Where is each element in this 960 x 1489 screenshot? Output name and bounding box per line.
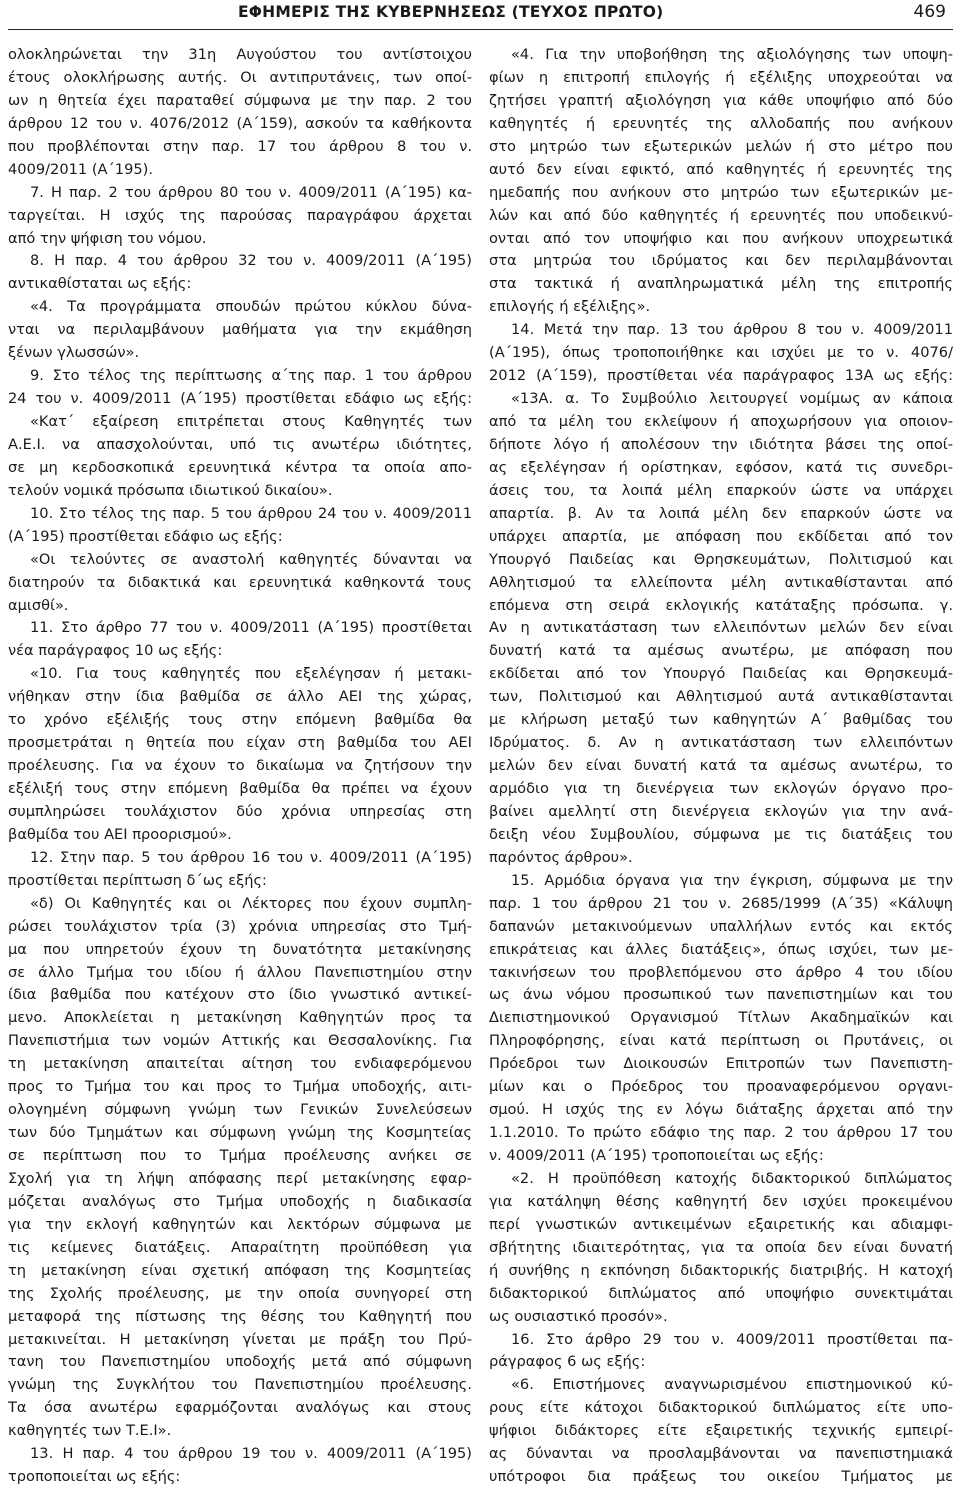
text-line: επικράτειας και άλλες διατάξεις», όπως ισχύει, των με- <box>489 940 953 958</box>
text-line: φίων η επιτροπή επιλογής ή εξέλιξης υποχρεούται να <box>489 68 953 86</box>
text-line: «Κατ΄ εξαίρεση επιτρέπεται στους Καθηγητές των <box>30 413 472 430</box>
text-line: άρθρου 12 του ν. 4076/2012 (Α΄159), ασκούν τα καθήκοντα <box>8 114 472 132</box>
text-line: αμισθί». <box>8 596 69 614</box>
text-line: Διεπιστημονικού Οργανισμού Τίτλων Ακαδημαϊκών και <box>489 1009 953 1027</box>
text-line: ν. 4009/2011 (Α΄195) τροποποιείται ως εξής: <box>489 1147 824 1164</box>
text-line: «6. Επιστήμονες αναγνωρισμένου επιστημονικού κύ- <box>511 1376 953 1394</box>
text-line: άσεις του, τα λοιπά μέλη επαρκούν ώστε να υπάρχει <box>489 481 953 499</box>
text-line: τακινήσεων του προβλεπόμενου στο άρθρο 4 του ιδίου <box>489 963 953 981</box>
text-line: Πληροφόρησης, είναι κατά περίπτωση οι Πρυτάνεις, οι <box>489 1032 953 1050</box>
text-line: εκδίδεται από τον Υπουργό Παιδείας και Θρησκευμά- <box>489 665 953 683</box>
text-line: 9. Στο τέλος της περίπτωσης α΄της παρ. 1 του άρθρου <box>30 367 472 385</box>
text-line: ψήφιοι διδάκτορες είτε εξαιρετικής τεχνικής εμπειρί- <box>489 1422 953 1440</box>
text-line: 13. Η παρ. 4 του άρθρου 19 του ν. 4009/2011 (Α΄195) <box>30 1445 472 1463</box>
text-line: ξένων γλωσσών». <box>8 344 140 362</box>
text-line: ρους είτε κάτοχοι διδακτορικού διπλώματος είτε υπο- <box>489 1399 953 1417</box>
text-line: Υπουργό Παιδείας και Θρησκευμάτων, Πολιτισμού και <box>489 550 953 568</box>
text-line: δυνατή κατά τα αμέσως ανωτέρω, με απόφαση που <box>489 642 953 660</box>
text-line: προσμετράται η θητεία που είχαν στη βαθμίδα του ΑΕΙ <box>8 734 472 752</box>
text-line: 1.1.2010. Το πρώτο εδάφιο της παρ. 2 του άρθρου 17 του <box>489 1124 953 1142</box>
text-line: Α.Ε.Ι. να απασχολούνται, υπό τις ανωτέρω ιδιότητες, <box>8 435 472 453</box>
text-line: 15. Αρμόδια όργανα για την έγκριση, σύμφωνα με την <box>511 871 953 889</box>
text-line: ρώσει τουλάχιστον τρία (3) χρόνια υπηρεσίας στο Τμή- <box>8 917 472 935</box>
header-divider <box>8 29 953 30</box>
text-line: «4. Τα προγράμματα σπουδών πρώτου κύκλου δύνα- <box>30 298 472 316</box>
text-line: «10. Για τους καθηγητές που εξελέγησαν ή μετακι- <box>30 665 472 683</box>
text-line: νται να περιλαμβάνουν μαθήματα για την εκμάθηση <box>8 321 472 339</box>
text-line: Πανεπιστήμια των νομών Αττικής και Θεσσαλονίκης. Για <box>8 1032 472 1050</box>
text-line: λών και από δύο καθηγητές ή ερευνητές που υποδεικνύ- <box>489 206 953 224</box>
text-line: 16. Στο άρθρο 29 του ν. 4009/2011 προστίθεται πα- <box>511 1330 953 1348</box>
text-line: «13Α. α. Το Συμβούλιο λειτουργεί νομίμως αν κάποια <box>511 390 953 408</box>
text-line: μίων και ο Πρόεδρος του προαναφερόμενου οργανι- <box>489 1078 953 1096</box>
text-line: σε περίπτωση που το Τμήμα προέλευσης ανήκει σε <box>8 1147 472 1164</box>
text-line: μελών δεν είναι δυνατή κατά τα αμέσως ανωτέρω, το <box>489 757 953 775</box>
text-line: προστίθεται περίπτωση δ΄ως εξής: <box>8 871 267 889</box>
text-line: για κατάληψη θέσης καθηγητή δεν ισχύει προκειμένου <box>489 1192 953 1210</box>
text-line: διατηρούν τα διδακτικά και ερευνητικά καθηκοντά τους <box>8 573 472 591</box>
text-line: ταργείται. Η ισχύς της παρούσας παραγράφου άρχεται <box>8 206 472 224</box>
text-line: επόμενα στη σειρά εκλογικής κατάταξης πρόσωπα. γ. <box>489 596 953 614</box>
text-line: δαπανών μετακινούμενων υπαλλήλων εντός και εκτός <box>489 917 953 935</box>
text-line: 24 του ν. 4009/2011 (Α΄195) προστίθεται εδάφιο ως εξής: <box>8 390 472 408</box>
text-line: 8. Η παρ. 4 του άρθρου 32 του ν. 4009/2011 (Α΄195) <box>30 252 472 270</box>
text-line: Αθλητισμού τα ελλείποντα μέλη αντικαθίστανται από <box>489 573 953 591</box>
text-line: ως άνω νόμου προσωπικού των πανεπιστημίων και του <box>489 986 953 1004</box>
text-line: 7. Η παρ. 2 του άρθρου 80 του ν. 4009/2011 (Α΄195) κα- <box>30 183 472 201</box>
text-line: Αν η αντικατάσταση των ελλειπόντων μελών δεν είναι <box>489 619 953 637</box>
text-line: τροποποιείται ως εξής: <box>8 1468 181 1486</box>
page-header <box>0 0 960 30</box>
text-line: 10. Στο τέλος της παρ. 5 του άρθρου 24 του ν. 4009/2011 <box>30 504 472 522</box>
text-line: νέα παράγραφος 10 ως εξής: <box>8 642 223 660</box>
text-line: ως ουσιαστικό προσόν». <box>489 1307 668 1325</box>
text-line: ή συνήθης η εκπόνηση διδακτορικής διατριβής. Η κατοχή <box>489 1261 953 1279</box>
text-line: στα μητρώα του ιδρύματος και δεν περιλαμβάνονται <box>489 252 953 270</box>
text-line: εξέλιξή τους στην επόμενη βαθμίδα θα πρέπει να έχουν <box>8 780 472 797</box>
text-line: στο μητρώο των εξωτερικών μελών ή στο μέτρο που <box>489 137 953 155</box>
text-line: 11. Στο άρθρο 77 του ν. 4009/2011 (Α΄195) προστίθεται <box>30 619 472 637</box>
text-line: 2012 (Α΄159), προστίθεται νέα παράγραφος 13Α ως εξής: <box>489 367 953 385</box>
text-line: από τα μέλη του εκλείψουν ή αποχωρήσουν για οποιον- <box>489 413 953 430</box>
text-line: βαίνει αμελλητί στη διενέργεια εκλογών για την ανά- <box>489 802 953 820</box>
text-line: ας εξελέγησαν ή ορίστηκαν, εφόσον, κατά τις συνεδρι- <box>489 458 953 476</box>
text-line: Πρόεδροι των Διοικουσών Επιτροπών των Πανεπιστη- <box>489 1055 953 1073</box>
text-line: των, Πολιτισμού και Αθλητισμού αυτά αντικαθίστανται <box>489 688 953 706</box>
text-line: μενο. Αποκλείεται η μετακίνηση Καθηγητών προς τα <box>8 1009 472 1027</box>
text-line: τη μετακίνηση είναι σχετική απόφαση της Κοσμητείας <box>8 1261 472 1279</box>
text-line: επιλογής ή εξέλιξης». <box>489 298 651 316</box>
text-line: τις κείμενες διατάξεις. Απαραίτητη προϋπόθεση για <box>8 1238 472 1256</box>
text-line: αυτό δεν είναι εφικτό, από καθηγητές ή ερευνητές της <box>489 160 953 178</box>
text-line: υπάρχει απαρτία, με απόφαση που εκδίδεται από τον <box>489 527 953 545</box>
text-line: ράγραφος 6 ως εξής: <box>489 1353 646 1371</box>
text-line: το χρόνο εξέλιξής τους στην επόμενη βαθμίδα θα <box>8 711 472 729</box>
left-text-column <box>8 44 472 1486</box>
text-line: «2. Η προϋπόθεση κατοχής διδακτορικού διπλώματος <box>511 1169 953 1187</box>
text-line: δήποτε λόγο ή απολέσουν την ιδιότητα βάσει της οποί- <box>489 435 953 453</box>
text-line: σμού. Η ισχύς της εν λόγω διάταξης άρχεται από την <box>489 1101 953 1119</box>
text-line: περί γνωστικών αντικειμένων εξαιρετικής και αδιαμφι- <box>489 1215 953 1233</box>
text-line: ολοκληρώνεται την 31η Αυγούστου του αντίστοιχου <box>8 46 472 63</box>
text-line: καθηγητές ή ερευνητές της αλλοδαπής που ανήκουν <box>489 114 953 132</box>
page-number: 469 <box>913 2 946 22</box>
text-line: σβήτητης ιδιαιτερότητας, για τα οποία δεν είναι δυνατή <box>489 1238 953 1256</box>
text-line: στα τακτικά ή αναπληρωματικά μέλη της επιτροπής <box>489 275 953 293</box>
text-line: «Οι τελούντες σε αναστολή καθηγητές δύνανται να <box>30 550 472 568</box>
gazette-title: ΕΦΗΜΕΡΙΣ ΤΗΣ ΚΥΒΕΡΝΗΣΕΩΣ (ΤΕΥΧΟΣ ΠΡΩΤΟ) <box>238 3 664 21</box>
text-line: προς το Τμήμα του και προς το Τμήμα υποδοχής, αιτι- <box>8 1078 472 1096</box>
text-line: μα που υπηρετούν έχουν τη δυνατότητα μετακίνησης <box>8 940 472 958</box>
text-line: σε άλλο Τμήμα του ιδίου ή άλλου Πανεπιστημίου στην <box>8 963 472 981</box>
text-line: ζητήσει γραπτή αξιολόγηση για κάθε υποψήφιο από δύο <box>489 91 953 109</box>
text-line: αντικαθίσταται ως εξής: <box>8 275 192 293</box>
text-line: σε μη κερδοσκοπικά ερευνητικά κέντρα τα οποία απο- <box>8 458 472 476</box>
text-line: Ιδρύματος. δ. Αν η αντικατάσταση των ελλειπόντων <box>489 734 953 752</box>
text-line: ημεδαπής που ανήκουν στο μητρώο των εξωτερικών με- <box>489 183 953 201</box>
text-line: για την εκλογή καθηγητών και λεκτόρων σύμφωνα με <box>8 1215 472 1233</box>
text-line: 4009/2011 (Α΄195). <box>8 160 153 178</box>
text-line: τη μετακίνηση απαιτείται αίτηση του ενδιαφερόμενου <box>8 1055 472 1073</box>
text-line: από την ψήφιση του νόμου. <box>8 229 207 247</box>
text-line: «δ) Οι Καθηγητές και οι Λέκτορες που έχουν συμπλη- <box>30 894 472 912</box>
text-line: τελούν νομικά πρόσωπα ιδιωτικού δικαίου». <box>8 481 333 499</box>
text-line: δειξη νέου Συμβουλίου, σύμφωνα με τις διατάξεις του <box>489 825 953 843</box>
text-line: νήθηκαν στην ίδια βαθμίδα σε άλλο ΑΕΙ της χώρας, <box>8 688 472 706</box>
text-line: συμπληρώσει τουλάχιστον δύο χρόνια υπηρεσίας στη <box>8 802 472 820</box>
text-line: ας δύνανται να προσλαμβάνονται να πανεπιστημιακά <box>489 1445 953 1463</box>
text-line: με κλήρωση μεταξύ των καθηγητών Α΄ βαθμίδας του <box>489 711 953 729</box>
text-line: καθηγητές των Τ.Ε.Ι». <box>8 1422 172 1440</box>
text-line: ονται από τον υποψήφιο και που ανήκουν υποχρεωτικά <box>489 229 953 247</box>
text-line: (Α΄195), όπως τροποποιήθηκε και ισχύει με το ν. 4076/ <box>489 344 953 362</box>
text-line: ων η θητεία έχει παραταθεί σύμφωνα με την παρ. 2 του <box>8 91 472 109</box>
text-line: των δύο Τμημάτων και σύμφωνη γνώμη της Κοσμητείας <box>8 1124 472 1142</box>
text-line: που προβλέπονται στην παρ. 17 του άρθρου 8 του ν. <box>8 137 472 155</box>
text-line: Σχολή για τη λήψη απόφασης περί μετακίνησης εφαρ- <box>8 1169 472 1187</box>
text-line: τανη του Πανεπιστημίου υποδοχής μετά από σύμφωνη <box>8 1353 472 1371</box>
right-text-column <box>489 44 953 1486</box>
text-line: προέλευσης. Για να έχουν το δικαίωμα να ζητήσουν την <box>8 757 472 775</box>
text-line: γνώμη της Συγκλήτου του Πανεπιστημίου προέλευσης. <box>8 1376 472 1394</box>
text-line: μόζεται αναλόγως στο Τμήμα υποδοχής η διαδικασία <box>8 1192 472 1210</box>
text-line: υπότροφοι δια πράξεως του οικείου Τμήματος με <box>489 1468 953 1486</box>
text-line: βαθμίδα του ΑΕΙ προορισμού». <box>8 825 232 843</box>
text-line: απαρτία. β. Αν τα λοιπά μέλη δεν επαρκούν ώστε να <box>489 504 953 522</box>
text-line: αρμόδιο για τη διενέργεια των εκλογών όργανο προ- <box>489 780 953 797</box>
text-line: 12. Στην παρ. 5 του άρθρου 16 του ν. 4009/2011 (Α΄195) <box>30 848 472 866</box>
text-line: παρόντος άρθρου». <box>489 848 633 866</box>
text-line: 14. Μετά την παρ. 13 του άρθρου 8 του ν. 4009/2011 <box>511 321 953 339</box>
text-line: ίδια βαθμίδα που κατέχουν στο ίδιο γνωστικό αντικεί- <box>8 986 472 1004</box>
text-line: διδακτορικού διπλώματος από υποψήφιο συνεκτιμάται <box>489 1284 953 1302</box>
text-line: «4. Για την υποβοήθηση της αξιολόγησης των υποψη- <box>511 46 953 63</box>
text-line: μεταφορά της πίστωσης της θέσης του Καθηγητή που <box>8 1307 472 1325</box>
text-line: ολογημένη σύμφωνη γνώμη των Γενικών Συνελεύσεων <box>8 1101 472 1119</box>
text-line: (Α΄195) προστίθεται εδάφιο ως εξής: <box>8 527 283 545</box>
text-line: μετακινείται. Η μετακίνηση γίνεται με πράξη του Πρύ- <box>8 1330 472 1348</box>
text-line: της Σχολής προέλευσης, με την οποία συνηγορεί στη <box>8 1284 472 1302</box>
text-line: Τα όσα ανωτέρω εφαρμόζονται αναλόγως και στους <box>8 1399 472 1417</box>
text-line: παρ. 1 του άρθρου 21 του ν. 2685/1999 (Α΄35) «Κάλυψη <box>489 894 953 912</box>
text-line: έτους ολοκλήρωσης αυτής. Οι αντιπρυτάνεις, των οποί- <box>8 68 472 86</box>
